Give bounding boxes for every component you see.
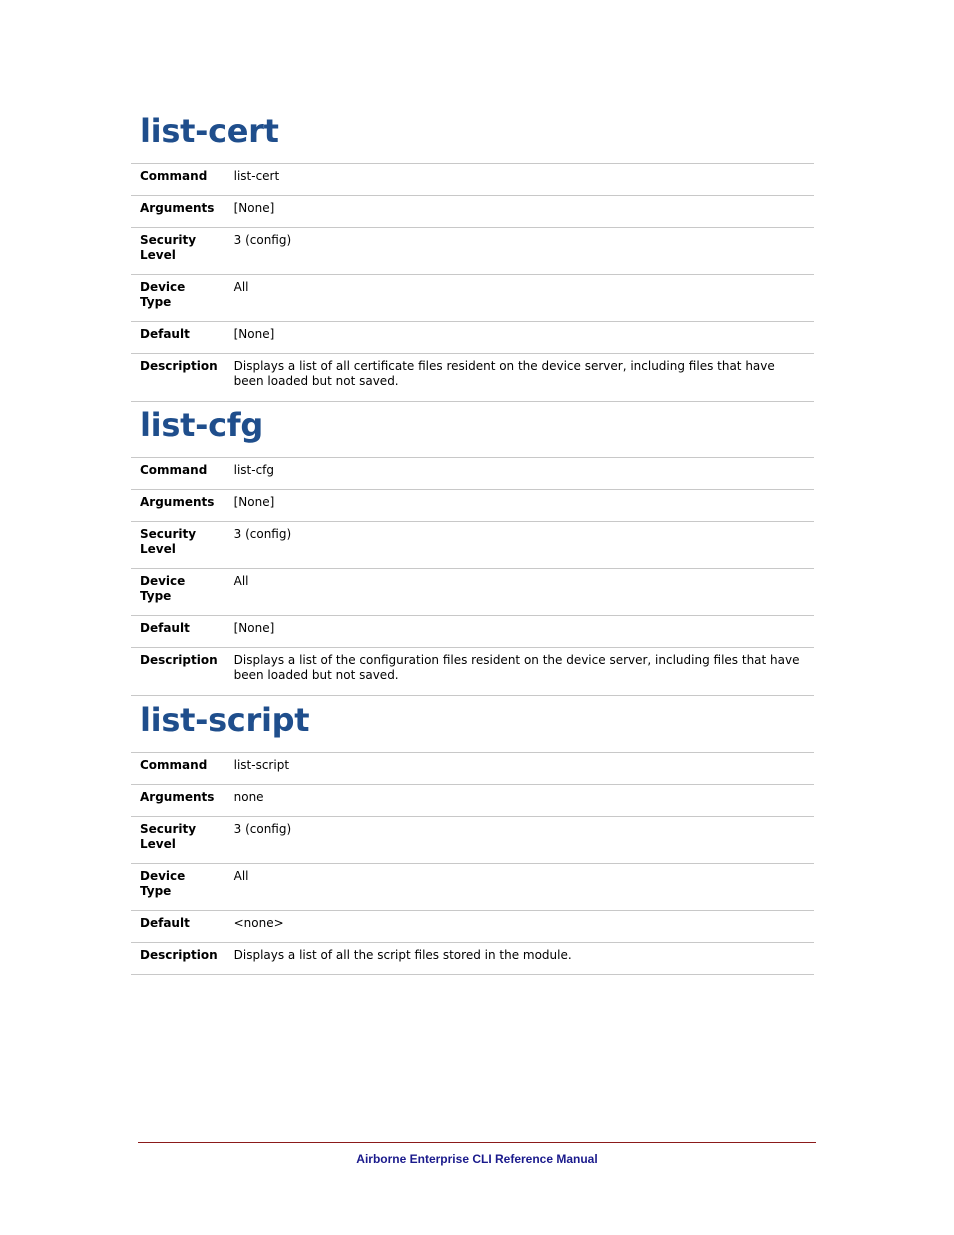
command-table — [131, 457, 814, 696]
command-table — [131, 163, 814, 402]
row-label: Description — [131, 648, 226, 696]
row-label: Description — [131, 943, 226, 975]
row-value: 3 (config) — [226, 228, 814, 275]
row-value: All — [226, 569, 814, 616]
row-value: list-cert — [226, 164, 814, 196]
row-label: Security Level — [131, 817, 226, 864]
row-label: Security Level — [131, 522, 226, 569]
section-list-script — [131, 701, 814, 962]
table-row — [131, 817, 814, 864]
row-value: none — [226, 785, 814, 817]
row-value: Displays a list of all the script files stored in the module. — [226, 943, 814, 975]
table-row — [131, 569, 814, 616]
row-label: Description — [131, 354, 226, 402]
table-row — [131, 648, 814, 696]
row-label: Default — [131, 322, 226, 354]
table-row — [131, 164, 814, 196]
row-label: Command — [131, 164, 226, 196]
row-value: [None] — [226, 490, 814, 522]
table-row — [131, 943, 814, 975]
row-label: Device Type — [131, 864, 226, 911]
footer-divider — [138, 1142, 816, 1143]
row-label: Default — [131, 616, 226, 648]
row-value: 3 (config) — [226, 522, 814, 569]
row-value: All — [226, 864, 814, 911]
row-label: Arguments — [131, 785, 226, 817]
row-value: 3 (config) — [226, 817, 814, 864]
table-row — [131, 228, 814, 275]
table-row — [131, 753, 814, 785]
row-value: [None] — [226, 322, 814, 354]
table-row — [131, 785, 814, 817]
row-value: Displays a list of all certificate files resident on the device server, including files that have been loaded but not saved. — [226, 354, 814, 402]
table-row — [131, 458, 814, 490]
row-label: Security Level — [131, 228, 226, 275]
section-list-cfg — [131, 406, 814, 682]
row-label: Device Type — [131, 569, 226, 616]
table-row — [131, 616, 814, 648]
row-label: Arguments — [131, 196, 226, 228]
table-row — [131, 354, 814, 402]
row-value: [None] — [226, 616, 814, 648]
command-table — [131, 752, 814, 975]
row-value: Displays a list of the configuration files resident on the device server, including files that have been loaded but not saved. — [226, 648, 814, 696]
table-row — [131, 522, 814, 569]
row-value: All — [226, 275, 814, 322]
table-row — [131, 275, 814, 322]
table-row — [131, 196, 814, 228]
row-label: Device Type — [131, 275, 226, 322]
row-label: Arguments — [131, 490, 226, 522]
table-row — [131, 911, 814, 943]
row-label: Command — [131, 458, 226, 490]
table-row — [131, 490, 814, 522]
footer-title: Airborne Enterprise CLI Reference Manual — [356, 1152, 598, 1166]
section-list-cert — [131, 112, 814, 388]
table-row — [131, 322, 814, 354]
row-label: Default — [131, 911, 226, 943]
table-row — [131, 864, 814, 911]
row-label: Command — [131, 753, 226, 785]
row-value: [None] — [226, 196, 814, 228]
row-value: <none> — [226, 911, 814, 943]
row-value: list-cfg — [226, 458, 814, 490]
row-value: list-script — [226, 753, 814, 785]
section-title: list-cfg — [140, 406, 263, 444]
section-title: list-cert — [140, 112, 279, 150]
section-title: list-script — [140, 701, 310, 739]
